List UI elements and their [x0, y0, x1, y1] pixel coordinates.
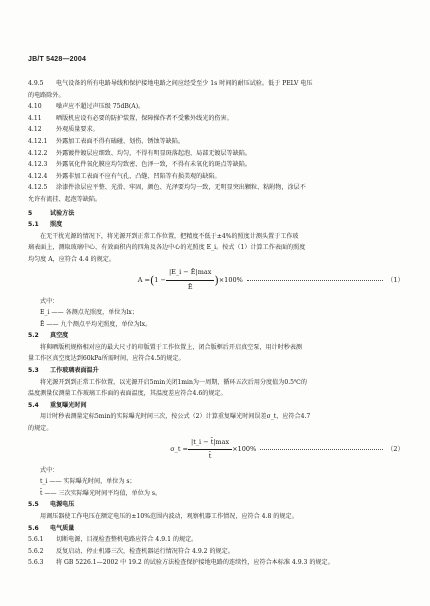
clause-4-12: [28, 124, 404, 136]
clause-text: 反复启动、停止机器三次，检查机器运行情况符合 4.9.2 的规定。: [56, 547, 234, 555]
clause-text-continued: 的电路除外。: [28, 91, 65, 99]
section-5-5-heading: [28, 499, 404, 511]
formula-paren-open: (: [150, 273, 155, 287]
section-number: 5.3: [28, 367, 39, 375]
formula-fraction: [166, 267, 214, 293]
formula-one: 1 −: [154, 275, 166, 284]
clause-text: 外露加工表面不得有磕碰、划伤、锈蚀等缺陷。: [56, 137, 184, 145]
section-5-1-heading: [28, 219, 404, 231]
clause-number: 5.6.1: [28, 536, 44, 544]
clause-number: 4.12.3: [28, 161, 48, 169]
clause-text: 外露镀件镀层应细致、均匀，不得有明显斑落起泡、局部无镀层等缺陷。: [56, 149, 251, 157]
paragraph-line: 将光源开到到正常工作位置，以光源开启5min关闭1min为一周期，循环五次后用分度值为0.5℃的: [40, 378, 307, 386]
where-label: 式中：: [40, 466, 59, 474]
clause-number: 4.12.1: [28, 137, 48, 145]
formula-numerator: |E_i − Ē|max: [166, 267, 214, 281]
equation-number: （1）: [386, 275, 404, 284]
clause-text: 噪声应不超过声压级 75dB(A)。: [56, 103, 145, 111]
clause-number: 4.12.2: [28, 149, 48, 157]
clause-text: 晒版机应设有必要的防护装置，保障操作者不受紫外线光的伤害。: [56, 114, 233, 122]
formula-lhs: A =: [137, 275, 150, 284]
formula-denominator: Ē: [187, 283, 193, 291]
document-body: [28, 78, 404, 569]
section-5-heading: [28, 208, 404, 220]
clause-text: 将 GB 5226.1—2002 中 19.2 的试验方法检查保护接地电路的连续性，应符合本标准 4.9.3 的规定。: [56, 559, 334, 567]
standard-number-header: JB/T 5428—2004: [28, 56, 87, 63]
clause-4-12-2: [28, 148, 404, 160]
symbol-definition: t_i —— 实际曝光时间，单位为 s；: [40, 478, 136, 486]
paragraph-line: 将與晒版机规格相对应的最大尺寸的印版置于工作位置上，闭合版框后开启真空泵，用计时秒表测: [40, 343, 303, 351]
clause-4-12-5: [28, 182, 404, 194]
section-5-4-heading: [28, 400, 404, 412]
section-title: 试验方法: [50, 209, 75, 217]
clause-4-12-1: [28, 136, 404, 148]
formula-multiplier: ×100%: [218, 275, 243, 284]
equation-number: （2）: [386, 444, 404, 453]
section-number: 5.6: [28, 524, 39, 532]
section-title: 工作玻璃表面温升: [50, 367, 99, 375]
paragraph-line: 均匀度 A，应符合 4.4 的规定。: [28, 255, 115, 263]
formula-1: [28, 266, 404, 296]
symbol-definition: t̄ —— 三次实际曝光时间平均值，单位为 s。: [40, 489, 162, 497]
clause-4-9-5: [28, 78, 404, 90]
where-label: 式中：: [40, 297, 59, 305]
dot-leader: [260, 449, 383, 450]
formula-fraction: [188, 437, 232, 463]
symbol-definition: E_i —— 各测点光照度，单位为lx；: [40, 309, 138, 317]
clause-text: 外露氧化件氧化膜应均匀致密、色泽一致，不得有未氧化的斑点等缺陷。: [56, 161, 251, 169]
paragraph-line: 璃表面上，测取玻璃中心、有效面积内的四角及各边中心的光照度 E_i。按式（1）计算工作表面的照度: [28, 244, 306, 252]
clause-number: 4.9.5: [28, 80, 44, 87]
clause-text-continued: 允许有流挂、起泡等缺陷。: [28, 195, 102, 203]
paragraph-line: 的规定。: [28, 425, 53, 433]
clause-5-6-2: [28, 546, 404, 558]
clause-number: 5.6.2: [28, 547, 44, 555]
clause-number: 4.12.4: [28, 172, 48, 180]
section-5-6-heading: [28, 523, 404, 535]
section-number: 5.2: [28, 332, 39, 340]
formula-denominator: t̄: [208, 452, 212, 461]
section-title: 照度: [50, 221, 63, 229]
clause-text: 涂漆件涂层应平整、光滑、牢固，颜色、光泽要均匀一致，无明显突出颗粒、粘附物，涂层不: [56, 184, 306, 192]
symbol-definition: Ē —— 九个测点平均光照度，单位为lx。: [40, 320, 152, 328]
clause-number: 4.12.5: [28, 184, 48, 192]
clause-text: 切断电源，目视检查整机电路应符合 4.9.1 的规定。: [56, 536, 198, 544]
formula-numerator: |t_i − t̄|max: [188, 437, 232, 451]
formula-paren-close: ): [214, 273, 219, 287]
formula-2: [28, 435, 404, 465]
section-5-3-heading: [28, 365, 404, 377]
dot-leader: [247, 280, 383, 281]
section-title: 电源电压: [50, 501, 75, 509]
section-number: 5.5: [28, 501, 39, 509]
clause-number: 5.6.3: [28, 559, 44, 567]
section-title: 电气质量: [50, 524, 75, 532]
paragraph-line: 用计时秒表测量定标5min的实际曝光时间三次，按公式（2）计算重复曝光时间误差σ_t，应符合4.7: [40, 413, 311, 421]
section-number: 5.4: [28, 401, 39, 409]
paragraph-line: 量工作区真空度达到60kPa所需时间，应符合4.5的规定。: [28, 355, 185, 363]
formula-lhs: σ_t =: [170, 444, 188, 453]
section-title: 真空度: [50, 332, 69, 340]
clause-number: 4.10: [28, 103, 42, 111]
section-title: 重复曝光时间: [50, 401, 87, 409]
clause-number: 4.12: [28, 126, 42, 134]
paragraph-line: 用调压器使工作电压在额定电压的±10%范围内波动，观察机器工作情况，应符合 4.8 的规定。: [40, 513, 298, 520]
paragraph-line: 温度测量仪测量工作玻璃工作面的表面温度，其温度差应符合4.6的规定。: [28, 390, 227, 398]
clause-4-12-3: [28, 159, 404, 171]
clause-text: 电气设备的所有电路导线和保护接地电路之间应经受至少 1s 时间的耐压试验。低于 PELV 电压: [56, 80, 313, 87]
clause-text: 外露非加工表面不应有气孔、凸缝、凹陷等有损美观的缺陷。: [56, 172, 221, 180]
clause-5-6-3: [28, 557, 404, 569]
clause-number: 4.11: [28, 114, 42, 122]
clause-4-11: [28, 113, 404, 125]
section-number: 5.1: [28, 221, 39, 229]
formula-multiplier: ×100%: [232, 444, 257, 453]
section-5-2-heading: [28, 330, 404, 342]
paragraph-line: 在无干扰光源的情况下，将光源开到正常工作位置，把精度不低于±4%的照度计测头置于工作玻: [40, 232, 299, 240]
clause-4-12-4: [28, 171, 404, 183]
clause-5-6-1: [28, 534, 404, 546]
clause-4-10: [28, 101, 404, 113]
clause-text: 外观质量要求。: [56, 126, 99, 134]
section-number: 5: [28, 209, 33, 217]
